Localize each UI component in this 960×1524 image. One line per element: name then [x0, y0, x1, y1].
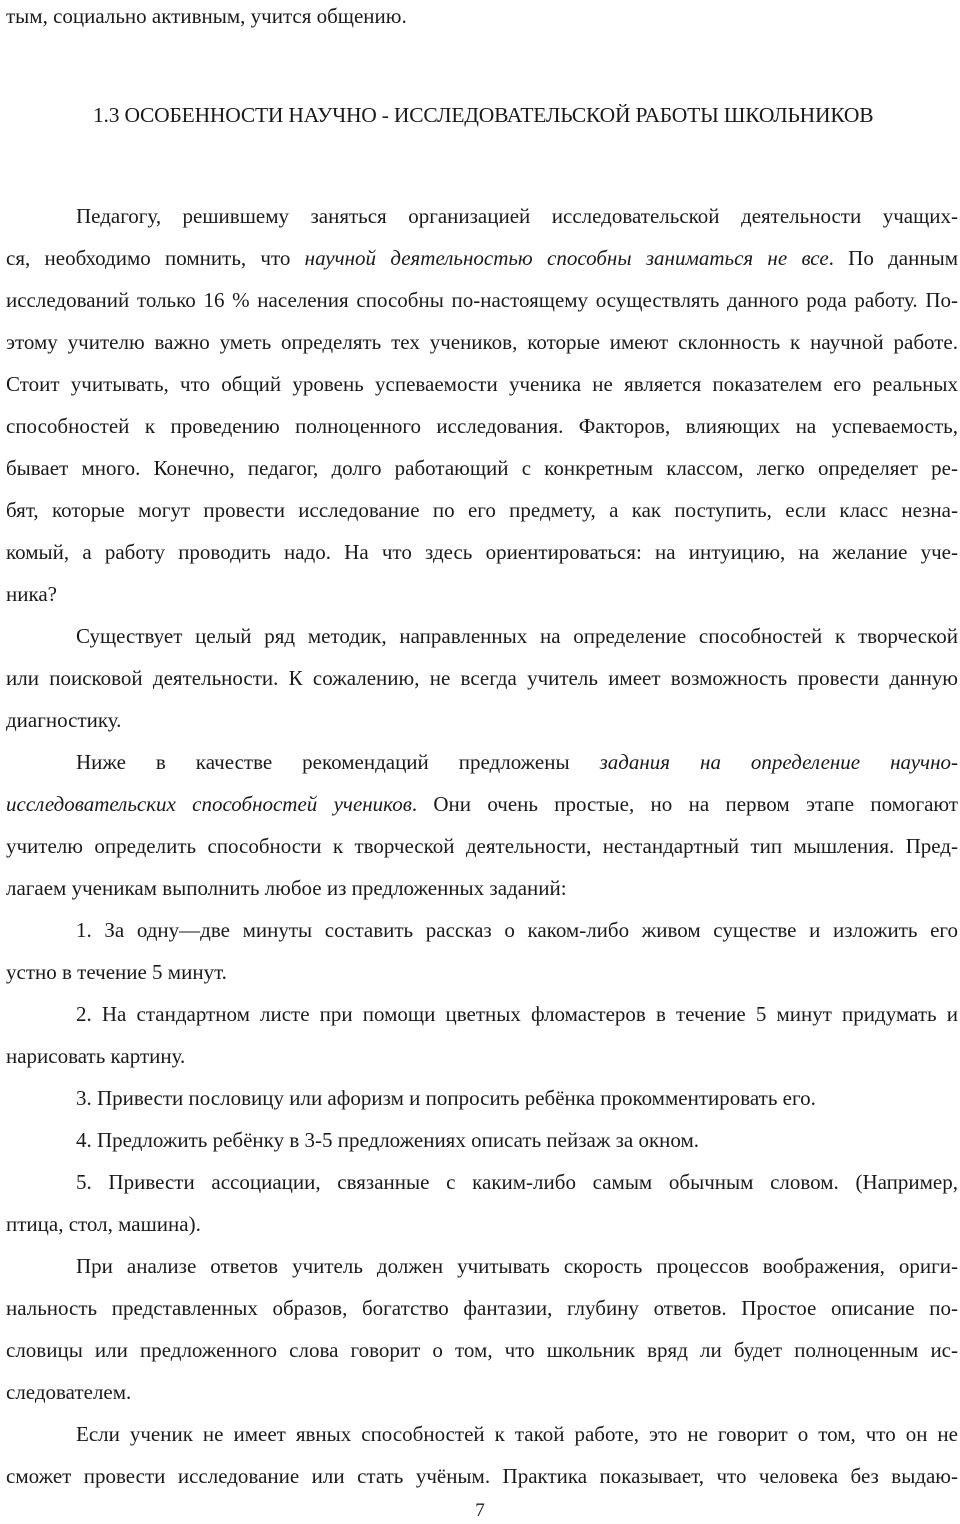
paragraph-line: Педагогу, решившему заняться организацией исследовательской деятельности учащих-	[76, 204, 958, 228]
list-item: 5. Привести ассоциации, связанные с каким-либо самым обычным словом. (Например,	[76, 1170, 958, 1194]
text-span: Ниже в качестве рекомендаций предложены	[76, 750, 600, 774]
text-span: . По данным	[828, 246, 959, 270]
list-item: 2. На стандартном листе при помощи цветных фломастеров в течение 5 минут придумать и	[76, 1002, 958, 1026]
paragraph-line: Существует целый ряд методик, направленных на определение способностей к творческой	[76, 624, 958, 648]
list-item-continuation: устно в течение 5 минут.	[6, 960, 227, 984]
text-span: ся, необходимо помнить, что	[6, 246, 305, 270]
text-span: . Они очень простые, но на первом этапе помогают	[411, 792, 958, 816]
list-item: 3. Привести пословицу или афоризм и попросить ребёнка прокомментировать его.	[76, 1086, 816, 1110]
section-heading: 1.3 ОСОБЕННОСТИ НАУЧНО - ИССЛЕДОВАТЕЛЬСКОЙ РАБОТЫ ШКОЛЬНИКОВ	[93, 103, 874, 127]
paragraph-line: способностей к проведению полноценного исследования. Факторов, влияющих на успеваемость,	[6, 414, 958, 438]
paragraph-line: словицы или предложенного слова говорит о том, что школьник вряд ли будет полноценным ис-	[6, 1338, 958, 1362]
paragraph-line: При анализе ответов учитель должен учитывать скорость процессов воображения, ориги-	[76, 1254, 958, 1278]
paragraph-line: или поисковой деятельности. К сожалению, не всегда учитель имеет возможность провести данную	[6, 666, 958, 690]
list-item: 4. Предложить ребёнку в 3-5 предложениях описать пейзаж за окном.	[76, 1128, 700, 1152]
document-page	[6, 0, 958, 1497]
page-number: 7	[475, 1500, 485, 1521]
paragraph-line: следователем.	[6, 1380, 132, 1404]
paragraph-line: бывает много. Конечно, педагог, долго работающий с конкретным классом, легко определяет ре-	[6, 456, 958, 480]
continuation-line: тым, социально активным, учится общению.	[6, 4, 407, 28]
body-text	[6, 195, 958, 1497]
list-item: 1. За одну—две минуты составить рассказ о каком-либо живом существе и изложить его	[76, 918, 958, 942]
italic-emphasis: научной деятельностью способны заниматься не все	[304, 246, 829, 270]
paragraph-line: лагаем ученикам выполнить любое из предложенных заданий:	[6, 876, 567, 900]
paragraph-line: исследований только 16 % населения способны по-настоящему осуществлять данного рода работу. По-	[6, 288, 958, 312]
paragraph-line: этому учителю важно уметь определять тех учеников, которые имеют склонность к научной работе.	[6, 330, 958, 354]
paragraph-line: диагностику.	[6, 708, 122, 732]
paragraph-line	[6, 237, 958, 279]
italic-emphasis: задания на определение научно-	[599, 750, 958, 774]
list-item-continuation: нарисовать картину.	[6, 1044, 186, 1068]
paragraph-line: бят, которые могут провести исследование по его предмету, а как поступить, если класс незна-	[6, 498, 958, 522]
paragraph-line: учителю определить способности к творческой деятельности, нестандартный тип мышления. Пред-	[6, 834, 958, 858]
paragraph-line: Если ученик не имеет явных способностей к такой работе, это не говорит о том, что он не	[76, 1422, 958, 1446]
paragraph-line: Стоит учитывать, что общий уровень успеваемости ученика не является показателем его реальных	[6, 372, 958, 396]
paragraph-line	[6, 741, 958, 783]
paragraph-line: нальность представленных образов, богатство фантазии, глубину ответов. Простое описание по-	[6, 1296, 958, 1320]
paragraph-line: комый, а работу проводить надо. На что здесь ориентироваться: на интуицию, на желание уче-	[6, 540, 958, 564]
paragraph-line: сможет провести исследование или стать учёным. Практика показывает, что человека без выдаю-	[6, 1464, 958, 1488]
italic-emphasis: исследовательских способностей учеников	[6, 792, 412, 816]
paragraph-line	[6, 783, 958, 825]
list-item-continuation: птица, стол, машина).	[6, 1212, 201, 1236]
paragraph-line: ника?	[6, 582, 58, 606]
